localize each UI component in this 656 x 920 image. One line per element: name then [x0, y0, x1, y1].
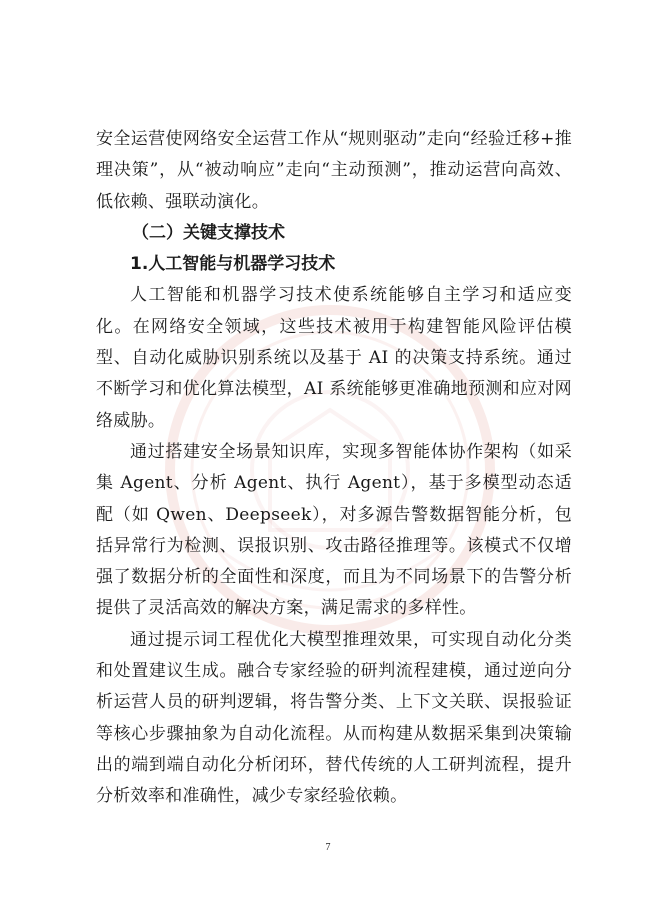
subsection-heading-ai-ml: 1.人工智能与机器学习技术: [130, 254, 336, 275]
paragraph-continuation: 安全运营使网络安全运营工作从“规则驱动”走向“经验迁移+推理决策”，从“被动响应”走向“主动预测”，推动运营向高效、低依赖、强联动演化。: [96, 129, 572, 212]
paragraph-prompt-engineering: 通过提示词工程优化大模型推理效果，可实现自动化分类和处置建议生成。融合专家经验的研判流程建模，通过逆向分析运营人员的研判逻辑，将告警分类、上下文关联、误报验证等核心步骤抽象为自动化流程。从而构建从数据采集到决策输出的端到端自动化分析闭环，替代传统的人工研判流程，提升分析效率和准确性，减少专家经验依赖。: [96, 629, 572, 807]
paragraph-knowledge-base: 通过搭建安全场景知识库，实现多智能体协作架构（如采集 Agent、分析 Agent、执行 Agent），基于多模型动态适配（如 Qwen、Deepseek），对多源告警数据智能分析，包括异常行为检测、误报识别、攻击路径推理等。该模式不仅增强了数据分析的全面性和深度，而且为不同场景下的告警分析提供了灵活高效的解决方案，满足需求的多样性。: [96, 441, 572, 619]
section-heading-key-technologies: （二）关键支撑技术: [132, 222, 285, 243]
paragraph-ai-ml-intro: 人工智能和机器学习技术使系统能够自主学习和适应变化。在网络安全领域，这些技术被用于构建智能风险评估模型、自动化威胁识别系统以及基于 AI 的决策支持系统。通过不断学习和优化算法模型，AI 系统能够更准确地预测和应对网络威胁。: [96, 285, 572, 431]
document-body: [96, 124, 572, 813]
page-number: 7: [325, 842, 331, 853]
